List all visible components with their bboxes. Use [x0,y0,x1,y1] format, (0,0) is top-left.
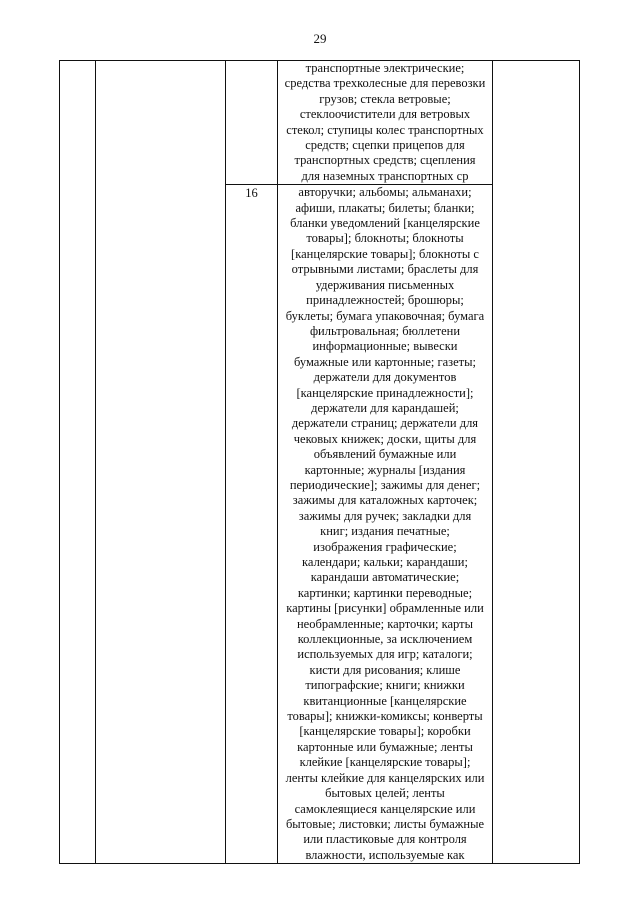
goods-line: картонные или бумажные; ленты [297,739,473,754]
trademark-goods-table [59,60,580,864]
goods-line: зажимы для ручек; закладки для [298,508,472,523]
goods-list-cell [278,185,493,864]
goods-line: товары]; блокноты; блокноты [306,231,464,246]
goods-line: клейкие [канцелярские товары]; [299,755,471,770]
table-row [60,61,580,185]
goods-line: карандаши автоматические; [310,570,460,585]
goods-line: удерживания письменных [315,277,455,292]
goods-line: кисти для рисования; клише [309,662,461,677]
goods-line: стеклоочистители для ветровых [299,107,471,122]
goods-line: зажимы для каталожных карточек; [292,493,478,508]
goods-line: бумажные или картонные; газеты; [294,354,476,369]
goods-line: средств; сцепки прицепов для [305,138,465,153]
goods-line: держатели страниц; держатели для [291,416,479,431]
goods-line: средства трехколесные для перевозки [284,76,486,91]
goods-line: товары]; книжки-комиксы; конверты [287,709,483,724]
goods-line: принадлежностей; брошюры; [306,293,464,308]
number-cell [60,61,96,864]
goods-line: влажности, используемые как [305,847,465,862]
class-number-cell [226,61,278,185]
goods-line: коллекционные, за исключением [297,632,473,647]
goods-line: стекол; ступицы колес транспортных [286,122,484,137]
goods-line: транспортных средств; сцепления [294,153,476,168]
goods-line: информационные; вывески [312,339,458,354]
goods-line: картинки; картинки переводные; [297,585,473,600]
goods-line: держатели для карандашей; [311,400,459,415]
goods-line: буклеты; бумага упаковочная; бумага [285,308,485,323]
goods-line: объявлений бумажные или [313,447,457,462]
goods-line: транспортные электрические; [305,61,465,75]
goods-line: для наземных транспортных ср [301,168,469,183]
goods-line: держатели для документов [313,370,457,385]
goods-line: [канцелярские товары]; коробки [299,724,471,739]
goods-line: квитанционные [канцелярские [303,693,467,708]
notes-cell [493,61,580,864]
goods-line: бытовые; листовки; листы бумажные [285,816,485,831]
goods-line: периодические]; зажимы для денег; [289,477,481,492]
goods-line: бланки уведомлений [канцелярские [290,216,480,231]
applicant-cell [96,61,226,864]
goods-line: типографские; книги; книжки [305,678,465,693]
goods-line: самоклеящиеся канцелярские или [294,801,476,816]
goods-line: календари; кальки; карандаши; [302,555,468,569]
goods-line: или пластиковые для контроля [303,832,467,847]
goods-line: отрывными листами; браслеты для [291,262,479,277]
goods-line: чековых книжек; доски, щиты для [293,431,477,446]
goods-line: используемых для игр; каталоги; [297,647,473,662]
goods-line: авторучки; альбомы; альманахи; [298,185,472,200]
goods-line: [канцелярские товары]; блокноты с [291,246,479,261]
goods-line: грузов; стекла ветровые; [319,91,451,106]
goods-line: книг; издания печатные; [320,524,450,539]
goods-line: изображения графические; [313,539,457,554]
goods-line: бытовых целей; ленты [325,786,445,801]
goods-line: необрамленные; карточки; карты [296,616,474,631]
class-number-cell: 16 [226,185,278,864]
goods-line: афиши, плакаты; билеты; бланки; [295,200,475,215]
goods-line: фильтровальная; бюллетени [309,323,461,338]
goods-line: картонные; журналы [издания [304,462,466,477]
page-number: 29 [313,31,327,46]
goods-list-cell [278,61,493,185]
goods-line: ленты клейкие для канцелярских или [285,770,485,785]
goods-line: картины [рисунки] обрамленные или [286,601,484,616]
goods-line: [канцелярские принадлежности]; [296,385,474,400]
